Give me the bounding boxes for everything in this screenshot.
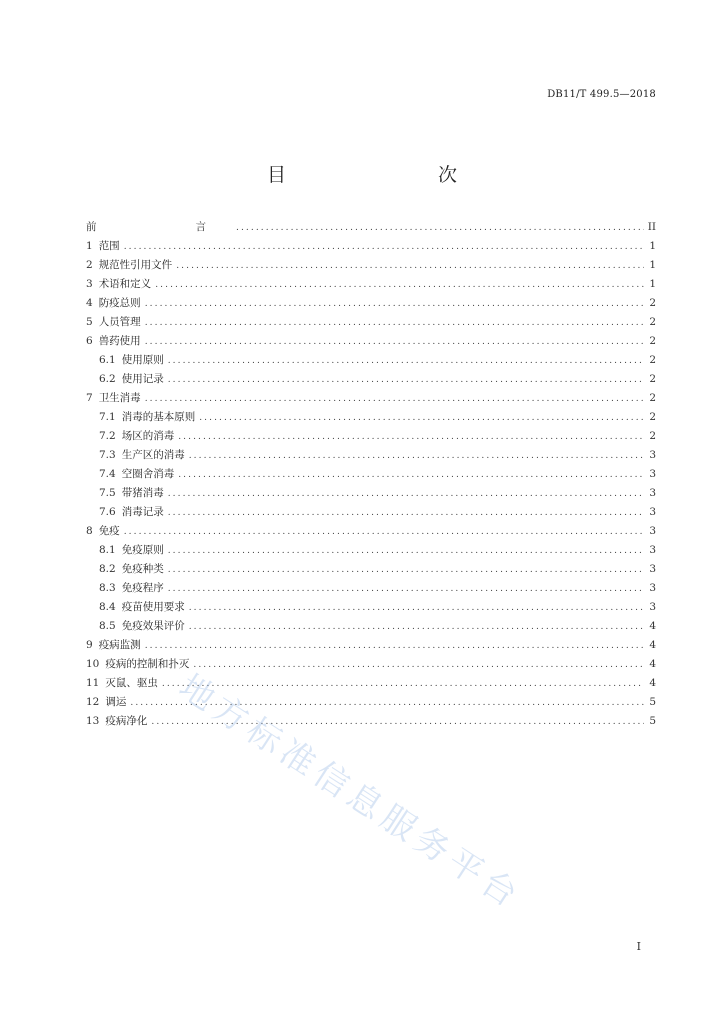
toc-entry[interactable] [86,712,656,731]
toc-entry-page: 3 [649,544,656,556]
toc-entry[interactable] [86,218,656,237]
toc-entry[interactable] [86,617,656,636]
toc-entry-number: 11 [86,677,100,689]
toc-entry-label: 场区的消毒 [121,430,175,442]
page-title: 目 次 [266,164,495,186]
toc-entry[interactable] [86,275,656,294]
page-number: I [636,940,641,953]
toc-entry-page: 4 [649,677,656,689]
toc-entry-label: 兽药使用 [98,335,141,347]
toc-entry-page: 1 [649,240,656,252]
toc-entry-number: 13 [86,715,100,727]
toc-entry-number: 7.1 [99,411,116,423]
toc-entry[interactable] [86,370,656,389]
toc-entry-label: 空圈舍消毒 [121,468,175,480]
toc-entry-page: 1 [649,278,656,290]
toc-entry-page: 2 [649,297,656,309]
toc-entry[interactable] [86,446,656,465]
toc-leader-dots [168,371,644,390]
toc-entry-page: 2 [649,411,656,423]
toc-leader-dots [168,504,644,523]
toc-entry-label: 疫病监测 [98,639,141,651]
toc-entry-label: 调运 [105,696,127,708]
toc-entry-page: 3 [649,525,656,537]
toc-entry-page: 2 [649,316,656,328]
toc-leader-dots [162,675,644,694]
toc-entry-number: 10 [86,658,100,670]
toc-leader-dots [236,219,644,238]
toc-entry[interactable] [86,503,656,522]
toc-entry[interactable] [86,522,656,541]
toc-entry-number: 6.1 [99,354,116,366]
toc-entry-label: 带猪消毒 [121,487,164,499]
toc-entry-label: 使用记录 [121,373,164,385]
toc-entry-page: 2 [649,335,656,347]
watermark: 地方标准信息服务平台 [171,666,530,919]
toc-entry-page: 5 [649,715,656,727]
toc-leader-dots [189,599,644,618]
toc-leader-dots [178,466,644,485]
toc-entry[interactable] [86,579,656,598]
toc-entry-page: 5 [649,696,656,708]
toc-entry-label: 疫病的控制和扑灭 [105,658,190,670]
toc-entry-number: 8 [86,525,93,537]
toc-entry-number: 8.3 [99,582,116,594]
toc-entry-number: 4 [86,297,93,309]
toc-entry-number: 12 [86,696,100,708]
toc-entry-page: 2 [649,392,656,404]
toc-entry-number: 8.5 [99,620,116,632]
toc-leader-dots [145,333,644,352]
toc-entry[interactable] [86,351,656,370]
toc-leader-dots [168,485,644,504]
toc-leader-dots [145,390,644,409]
toc-entry[interactable] [86,389,656,408]
toc-leader-dots [189,447,644,466]
toc-entry-page: 4 [649,658,656,670]
toc-entry-number: 7.2 [99,430,116,442]
toc-entry[interactable] [86,560,656,579]
toc-entry-label: 消毒记录 [121,506,164,518]
toc-entry-label: 消毒的基本原则 [121,411,196,423]
toc-entry[interactable] [86,408,656,427]
toc-leader-dots [168,352,644,371]
toc-entry-page: 3 [649,487,656,499]
toc-entry-label: 灭鼠、驱虫 [105,677,158,689]
toc-leader-dots [178,428,644,447]
toc-entry-number: 3 [86,278,93,290]
toc-entry-page: 3 [649,468,656,480]
toc-entry-page: 1 [649,259,656,271]
toc-leader-dots [145,314,644,333]
toc-entry-label: 免疫种类 [121,563,164,575]
toc-entry-label: 免疫程序 [121,582,164,594]
toc-leader-dots [168,561,644,580]
toc-leader-dots [168,580,644,599]
toc-entry-label: 范围 [98,240,120,252]
toc-entry-number: 8.2 [99,563,116,575]
toc-entry-page: II [647,221,656,233]
standard-code: DB11/T 499.5—2018 [547,89,656,100]
toc-entry-label: 规范性引用文件 [98,259,173,271]
toc-leader-dots [189,618,644,637]
toc-entry-label: 前 言 [86,221,232,233]
toc-leader-dots [124,523,644,542]
toc-entry-number: 6 [86,335,93,347]
toc-entry-number: 7.3 [99,449,116,461]
toc-leader-dots [151,713,644,732]
toc-entry-page: 4 [649,620,656,632]
toc-entry-label: 使用原则 [121,354,164,366]
toc-entry-page: 2 [649,373,656,385]
toc-entry[interactable] [86,237,656,256]
toc-entry[interactable] [86,256,656,275]
toc-entry-number: 7 [86,392,93,404]
toc-entry-label: 人员管理 [98,316,141,328]
toc-entry-number: 7.4 [99,468,116,480]
toc-entry-page: 3 [649,563,656,575]
toc-entry[interactable] [86,332,656,351]
toc-entry-number: 8.4 [99,601,116,613]
toc-entry-label: 疫病净化 [105,715,148,727]
toc-entry-label: 卫生消毒 [98,392,141,404]
toc-leader-dots [155,276,644,295]
toc-entry-label: 免疫原则 [121,544,164,556]
toc-entry-label: 防疫总则 [98,297,141,309]
toc-leader-dots [145,637,644,656]
toc-entry[interactable] [86,427,656,446]
toc-entry-number: 9 [86,639,93,651]
toc-leader-dots [199,409,644,428]
toc-leader-dots [176,257,644,276]
table-of-contents [86,218,656,731]
toc-entry-page: 3 [649,506,656,518]
toc-leader-dots [130,694,644,713]
toc-entry[interactable] [86,465,656,484]
toc-entry-number: 7.6 [99,506,116,518]
toc-entry-page: 3 [649,601,656,613]
toc-leader-dots [168,542,644,561]
toc-entry-label: 免疫效果评价 [121,620,185,632]
toc-entry-page: 3 [649,449,656,461]
toc-entry-number: 7.5 [99,487,116,499]
toc-entry[interactable] [86,294,656,313]
toc-entry[interactable] [86,674,656,693]
toc-entry[interactable] [86,313,656,332]
toc-leader-dots [145,295,644,314]
toc-entry[interactable] [86,598,656,617]
toc-entry-page: 2 [649,354,656,366]
toc-entry[interactable] [86,693,656,712]
toc-entry-number: 6.2 [99,373,116,385]
toc-entry-page: 2 [649,430,656,442]
toc-leader-dots [193,656,644,675]
toc-entry-number: 2 [86,259,93,271]
toc-entry-label: 术语和定义 [98,278,152,290]
toc-entry[interactable] [86,636,656,655]
toc-entry-label: 疫苗使用要求 [121,601,185,613]
toc-entry-number: 5 [86,316,93,328]
toc-entry-number: 8.1 [99,544,116,556]
toc-entry[interactable] [86,484,656,503]
toc-entry-label: 免疫 [98,525,120,537]
toc-entry-page: 3 [649,582,656,594]
toc-entry-number: 1 [86,240,93,252]
toc-entry-label: 生产区的消毒 [121,449,185,461]
toc-entry-page: 4 [649,639,656,651]
toc-entry[interactable] [86,541,656,560]
toc-entry[interactable] [86,655,656,674]
toc-leader-dots [124,238,644,257]
